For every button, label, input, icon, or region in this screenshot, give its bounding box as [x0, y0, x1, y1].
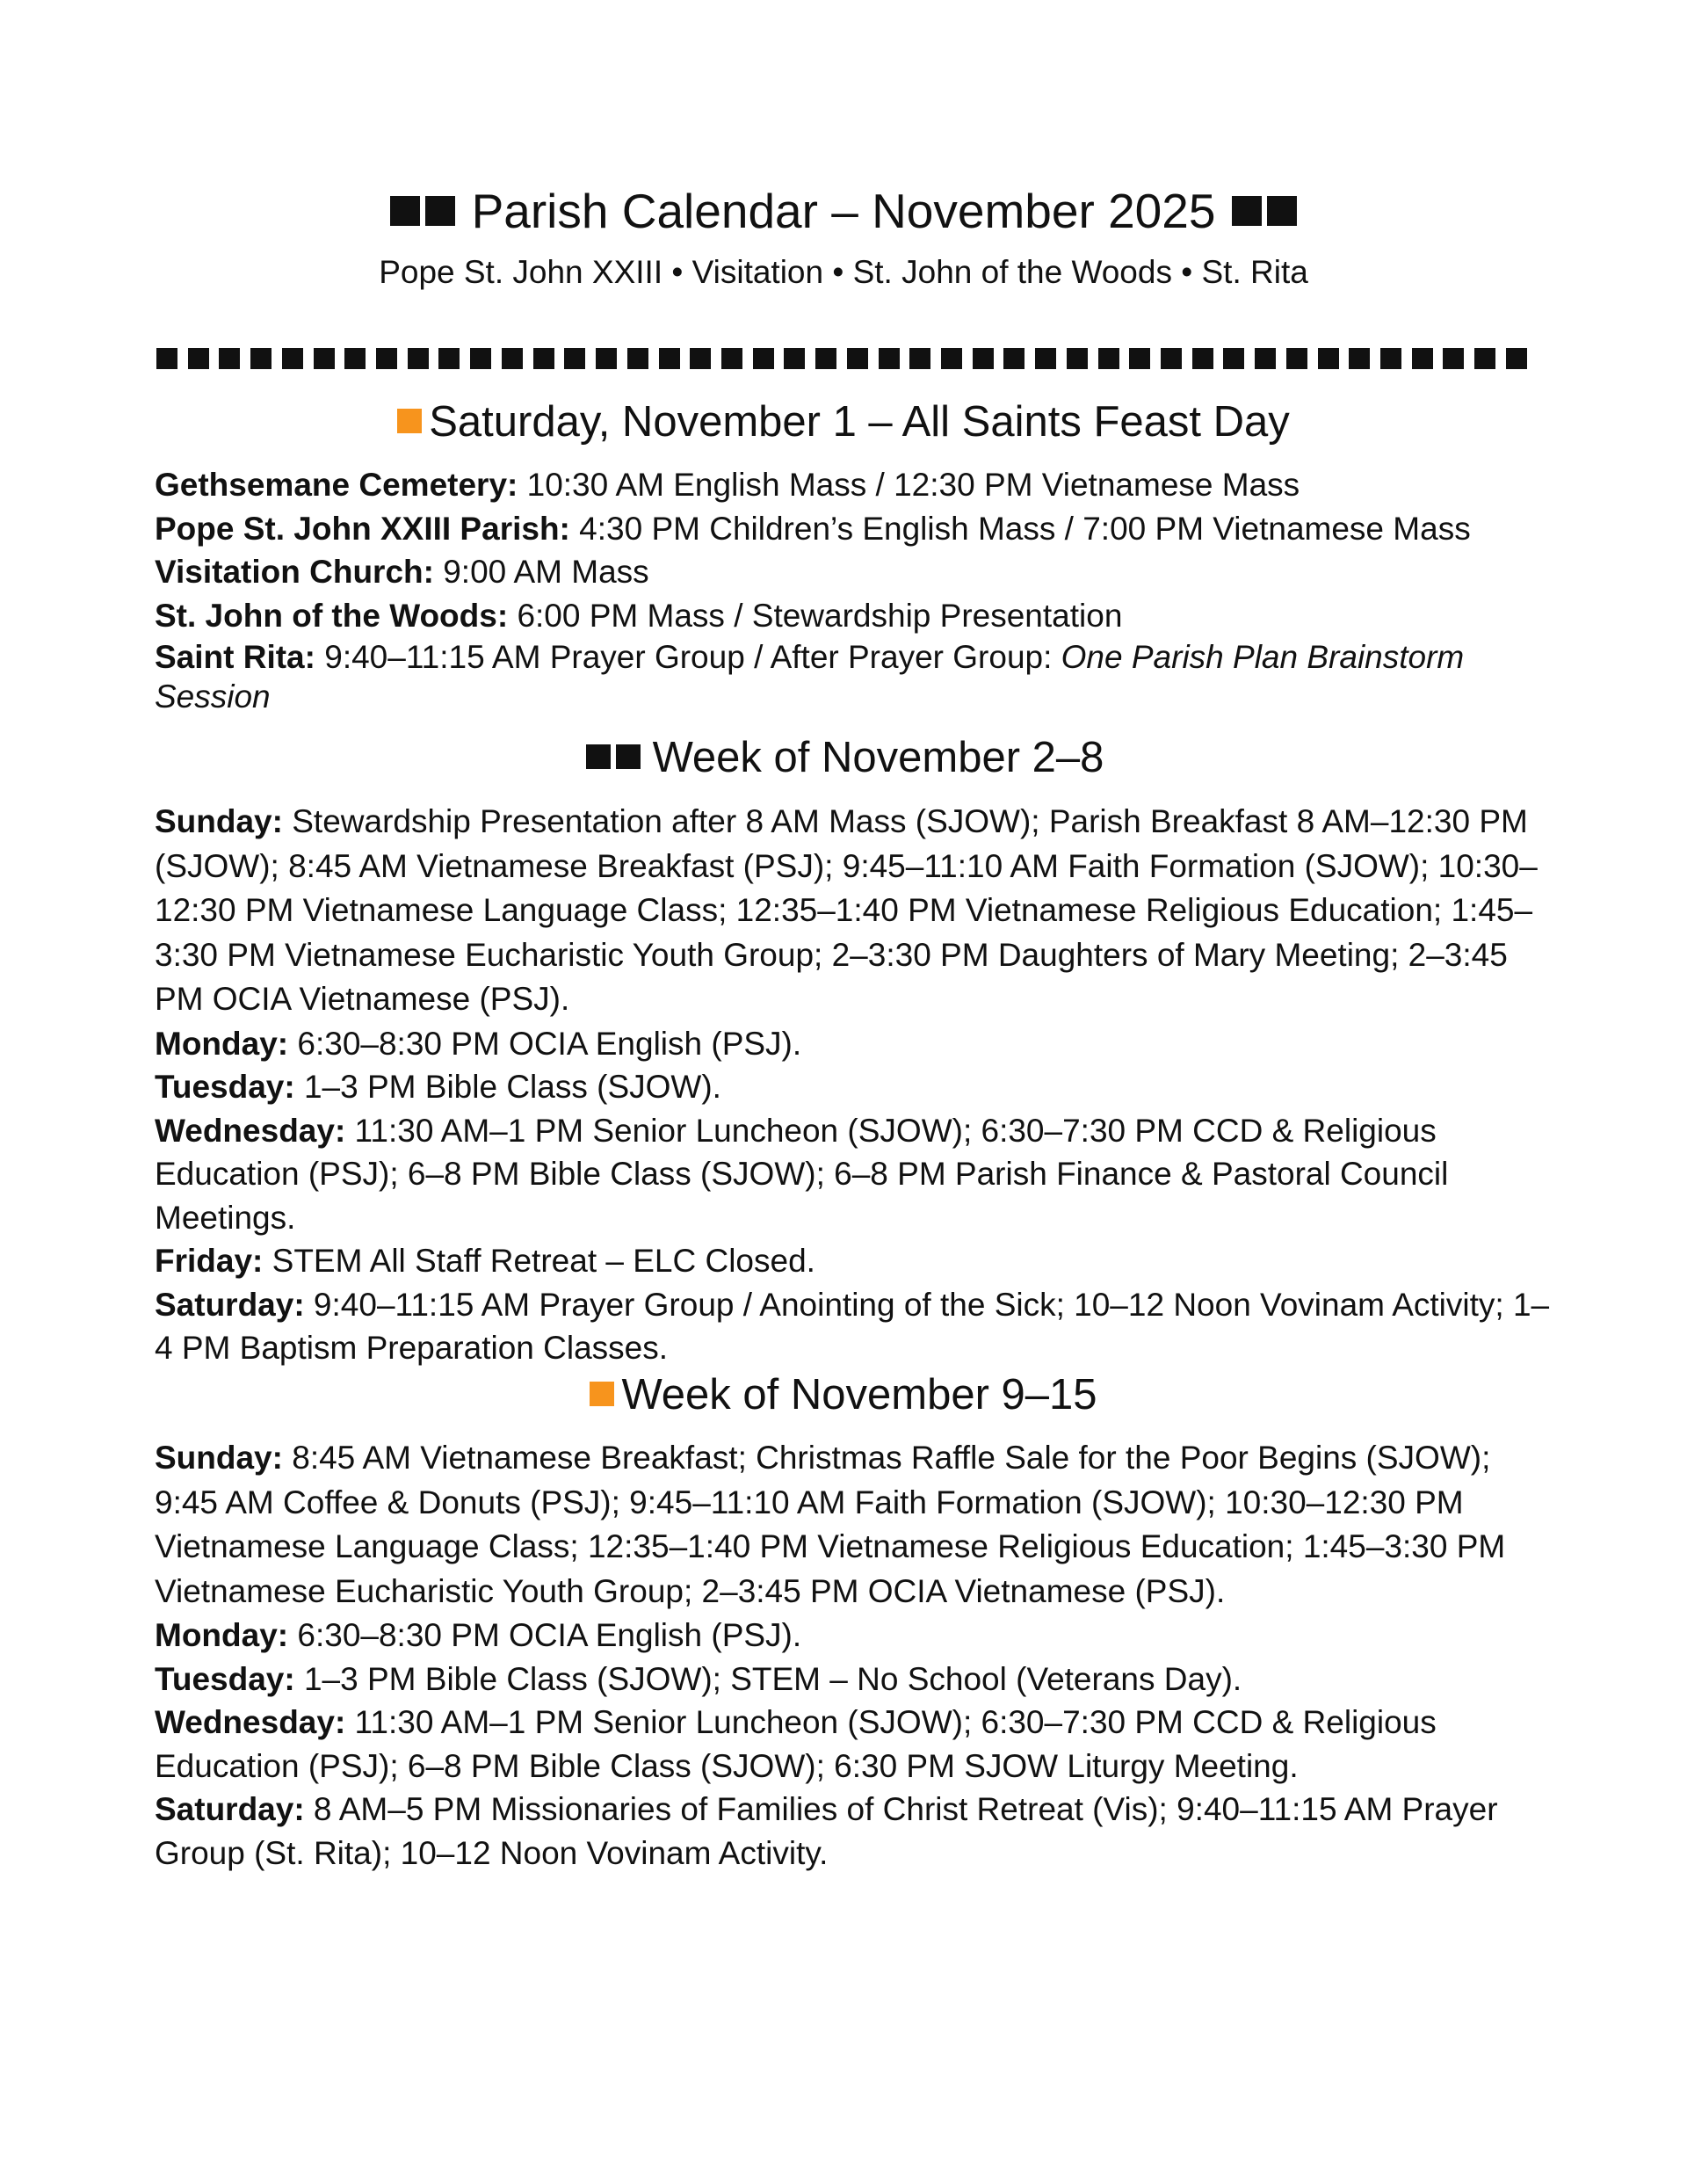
divider-square-icon [344, 348, 366, 369]
section-heading-text: Week of November 2–8 [652, 734, 1104, 781]
section-heading-text: Week of November 9–15 [621, 1371, 1097, 1419]
list-item [155, 550, 1560, 594]
entry-text: Stewardship Presentation after 8 AM Mass (SJOW); Parish Breakfast 8 AM–12:30 PM (SJOW); 8:45 AM Vietnamese Breakfast (PSJ); 9:45–11:10 AM Faith Formation (SJOW); 10:30–12:30 PM Vietnamese Language Class; 12:35–1:40 PM Vietnamese Religious Education; 1:45–3:30 PM Vietnamese Eucharistic Youth Group; 2–3:30 PM Daughters of Mary Meeting; 2–3:45 PM OCIA Vietnamese (PSJ). [155, 803, 1538, 1017]
divider-square-icon [314, 348, 335, 369]
divider-square-icon [219, 348, 240, 369]
entry-label: Tuesday: [155, 1069, 295, 1105]
list-item [155, 1701, 1560, 1788]
divider-square-icon [1003, 348, 1025, 369]
entry-label: Sunday: [155, 803, 283, 839]
section-body-nov-9-15 [155, 1436, 1560, 1875]
divider-square-icon [564, 348, 585, 369]
entry-text: 6:30–8:30 PM OCIA English (PSJ). [288, 1025, 802, 1062]
entry-label: Wednesday: [155, 1112, 346, 1149]
divider-square-icon [973, 348, 994, 369]
entry-text: 11:30 AM–1 PM Senior Luncheon (SJOW); 6:30–7:30 PM CCD & Religious Education (PSJ); 6–8 PM Bible Class (SJOW); 6:30 PM SJOW Liturgy Meeting. [155, 1704, 1437, 1784]
list-item [155, 1283, 1560, 1370]
entry-text: 6:00 PM Mass / Stewardship Presentation [508, 597, 1123, 634]
section-heading-nov-1 [0, 395, 1687, 448]
list-item [155, 463, 1560, 507]
divider-square-icon [188, 348, 209, 369]
list-item [155, 1788, 1560, 1875]
list-item [155, 1658, 1560, 1701]
divider-square-icon [1506, 348, 1527, 369]
entry-text: 8:45 AM Vietnamese Breakfast; Christmas Raffle Sale for the Poor Begins (SJOW); 9:45 AM Coffee & Donuts (PSJ); 9:45–11:10 AM Faith Formation (SJOW); 10:30–12:30 PM Vietnamese Language Class; 12:35–1:40 PM Vietnamese Religious Education; 1:45–3:30 PM Vietnamese Eucharistic Youth Group; 2–3:45 PM OCIA Vietnamese (PSJ). [155, 1440, 1506, 1609]
entry-label: Saturday: [155, 1791, 305, 1827]
section-heading-nov-9-15 [0, 1368, 1687, 1421]
entry-label: Saint Rita: [155, 639, 315, 675]
entry-label: Friday: [155, 1243, 264, 1279]
divider-square-icon [1380, 348, 1401, 369]
section-body-nov-1 [155, 463, 1560, 716]
entry-label: St. John of the Woods: [155, 597, 509, 634]
divider-square-icon [1412, 348, 1433, 369]
list-item [155, 594, 1560, 638]
entry-label: Saturday: [155, 1286, 305, 1323]
page-title [0, 180, 1687, 242]
divider-square-icon [596, 348, 617, 369]
list-item [155, 507, 1560, 551]
divider-square-icon [1035, 348, 1056, 369]
list-item [155, 1065, 1560, 1109]
divider-square-icon [879, 348, 900, 369]
entry-label: Tuesday: [155, 1660, 295, 1697]
divider-square-icon [909, 348, 930, 369]
divider-square-icon [376, 348, 397, 369]
entry-text: 6:30–8:30 PM OCIA English (PSJ). [288, 1617, 802, 1653]
entry-text: 1–3 PM Bible Class (SJOW). [294, 1069, 721, 1105]
entry-italic-text: One Parish Plan Brainstorm Session [155, 639, 1465, 715]
black-square-icon [425, 196, 455, 226]
orange-square-icon [590, 1382, 614, 1406]
entry-text: 1–3 PM Bible Class (SJOW); STEM – No School (Veterans Day). [294, 1660, 1242, 1697]
divider-square-icon [627, 348, 648, 369]
black-square-icon [586, 744, 611, 769]
divider-square-icon [1161, 348, 1182, 369]
divider-square-icon [1474, 348, 1495, 369]
entry-text: STEM All Staff Retreat – ELC Closed. [263, 1243, 815, 1279]
divider-square-icon [408, 348, 429, 369]
entry-label: Gethsemane Cemetery: [155, 467, 518, 503]
square-divider [156, 348, 1527, 373]
list-item [155, 1109, 1560, 1240]
divider-square-icon [1098, 348, 1119, 369]
entry-label: Pope St. John XXIII Parish: [155, 510, 570, 547]
entry-text: 9:00 AM Mass [433, 554, 649, 590]
divider-square-icon [1192, 348, 1213, 369]
divider-square-icon [659, 348, 680, 369]
divider-square-icon [156, 348, 177, 369]
list-item [155, 637, 1560, 716]
divider-square-icon [1443, 348, 1464, 369]
orange-square-icon [397, 409, 422, 433]
list-item [155, 1436, 1560, 1614]
divider-square-icon [847, 348, 868, 369]
divider-square-icon [533, 348, 554, 369]
section-body-nov-2-8 [155, 800, 1560, 1370]
divider-square-icon [1067, 348, 1088, 369]
black-square-icon [1267, 196, 1297, 226]
divider-square-icon [1286, 348, 1307, 369]
entry-text: 9:40–11:15 AM Prayer Group / After Prayer Group: [315, 639, 1061, 675]
list-item [155, 1614, 1560, 1658]
parish-list-subtitle: Pope St. John XXIII • Visitation • St. John of the Woods • St. Rita [379, 254, 1308, 290]
divider-square-icon [753, 348, 774, 369]
list-item [155, 800, 1560, 1022]
list-item [155, 1239, 1560, 1283]
entry-label: Monday: [155, 1617, 289, 1653]
black-square-icon [1232, 196, 1262, 226]
section-heading-nov-2-8 [0, 731, 1687, 784]
list-item [155, 1022, 1560, 1066]
divider-square-icon [438, 348, 460, 369]
entry-label: Monday: [155, 1025, 289, 1062]
divider-square-icon [784, 348, 805, 369]
divider-square-icon [815, 348, 836, 369]
entry-label: Wednesday: [155, 1704, 346, 1740]
divider-square-icon [1318, 348, 1339, 369]
divider-square-icon [690, 348, 711, 369]
entry-text: 11:30 AM–1 PM Senior Luncheon (SJOW); 6:30–7:30 PM CCD & Religious Education (PSJ); 6–8 PM Bible Class (SJOW); 6–8 PM Parish Finance & Pastoral Council Meetings. [155, 1112, 1449, 1236]
entry-text: 4:30 PM Children’s English Mass / 7:00 PM Vietnamese Mass [569, 510, 1471, 547]
divider-square-icon [1223, 348, 1244, 369]
divider-square-icon [250, 348, 272, 369]
entry-label: Sunday: [155, 1440, 283, 1476]
divider-square-icon [282, 348, 303, 369]
title-text: Parish Calendar – November 2025 [471, 184, 1216, 238]
entry-label: Visitation Church: [155, 554, 434, 590]
black-square-icon [390, 196, 420, 226]
entry-text: 9:40–11:15 AM Prayer Group / Anointing of the Sick; 10–12 Noon Vovinam Activity; 1–4 PM Baptism Preparation Classes. [155, 1286, 1550, 1366]
divider-square-icon [941, 348, 962, 369]
entry-text: 10:30 AM English Mass / 12:30 PM Vietnamese Mass [518, 467, 1300, 503]
entry-text: 8 AM–5 PM Missionaries of Families of Christ Retreat (Vis); 9:40–11:15 AM Prayer Group (St. Rita); 10–12 Noon Vovinam Activity. [155, 1791, 1498, 1871]
divider-square-icon [721, 348, 742, 369]
divider-square-icon [1255, 348, 1276, 369]
section-heading-text: Saturday, November 1 – All Saints Feast Day [429, 398, 1290, 446]
black-square-icon [616, 744, 641, 769]
divider-square-icon [470, 348, 491, 369]
divider-square-icon [1129, 348, 1150, 369]
divider-square-icon [502, 348, 523, 369]
divider-square-icon [1349, 348, 1370, 369]
